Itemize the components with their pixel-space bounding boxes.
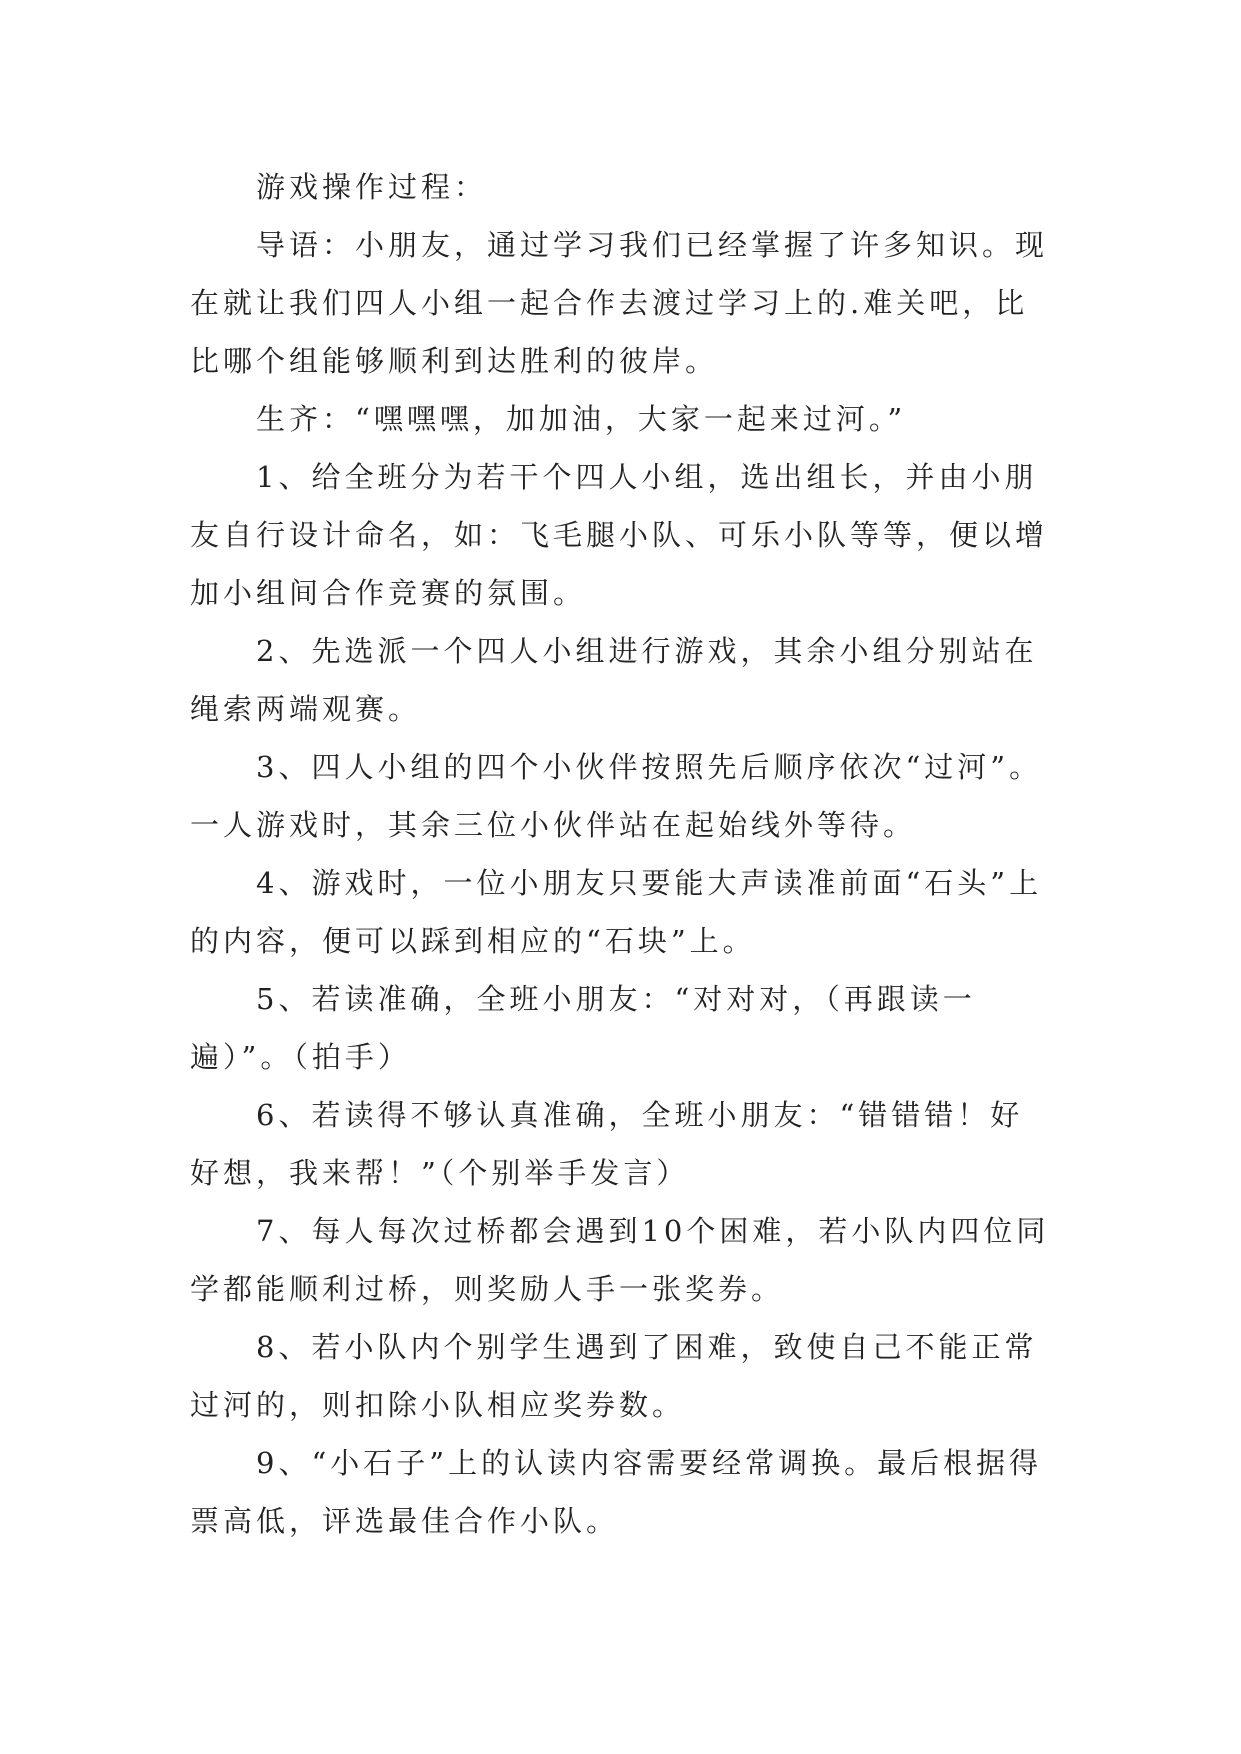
step-4-paragraph: 4、游戏时，一位小朋友只要能大声读准前面“石头”上的内容，便可以踩到相应的“石块”上。 <box>190 866 1043 958</box>
step-5-paragraph: 5、若读准确，全班小朋友：“对对对，（再跟读一遍）”。（拍手） <box>190 982 976 1074</box>
step-9-paragraph: 9、“小石子”上的认读内容需要经常调换。最后根据得票高低，评选最佳合作小队。 <box>190 1446 1043 1538</box>
intro-paragraph: 导语：小朋友，通过学习我们已经掌握了许多知识。现在就让我们四人小组一起合作去渡过学习上的.难关吧，比比哪个组能够顺利到达胜利的彼岸。 <box>190 228 1049 378</box>
step-6-paragraph: 6、若读得不够认真准确，全班小朋友：“错错错！好好想，我来帮！”（个别举手发言） <box>190 1098 1024 1190</box>
step-3-paragraph: 3、四人小组的四个小伙伴按照先后顺序依次“过河”。一人游戏时，其余三位小伙伴站在起始线外等待。 <box>190 750 1043 842</box>
chant-paragraph: 生齐：“嘿嘿嘿，加加油，大家一起来过河。” <box>256 402 907 436</box>
step-7-paragraph: 7、每人每次过桥都会遇到10个困难，若小队内四位同学都能顺利过桥，则奖励人手一张奖券。 <box>190 1214 1050 1306</box>
section-heading: 游戏操作过程： <box>256 170 488 204</box>
step-2-paragraph: 2、先选派一个四人小组进行游戏，其余小组分别站在绳索两端观赛。 <box>190 634 1038 726</box>
step-8-paragraph: 8、若小队内个别学生遇到了困难，致使自己不能正常过河的，则扣除小队相应奖券数。 <box>190 1330 1038 1422</box>
step-1-paragraph: 1、给全班分为若干个四人小组，选出组长，并由小朋友自行设计命名，如：飞毛腿小队、可乐小队等等，便以增加小组间合作竞赛的氛围。 <box>190 460 1049 610</box>
